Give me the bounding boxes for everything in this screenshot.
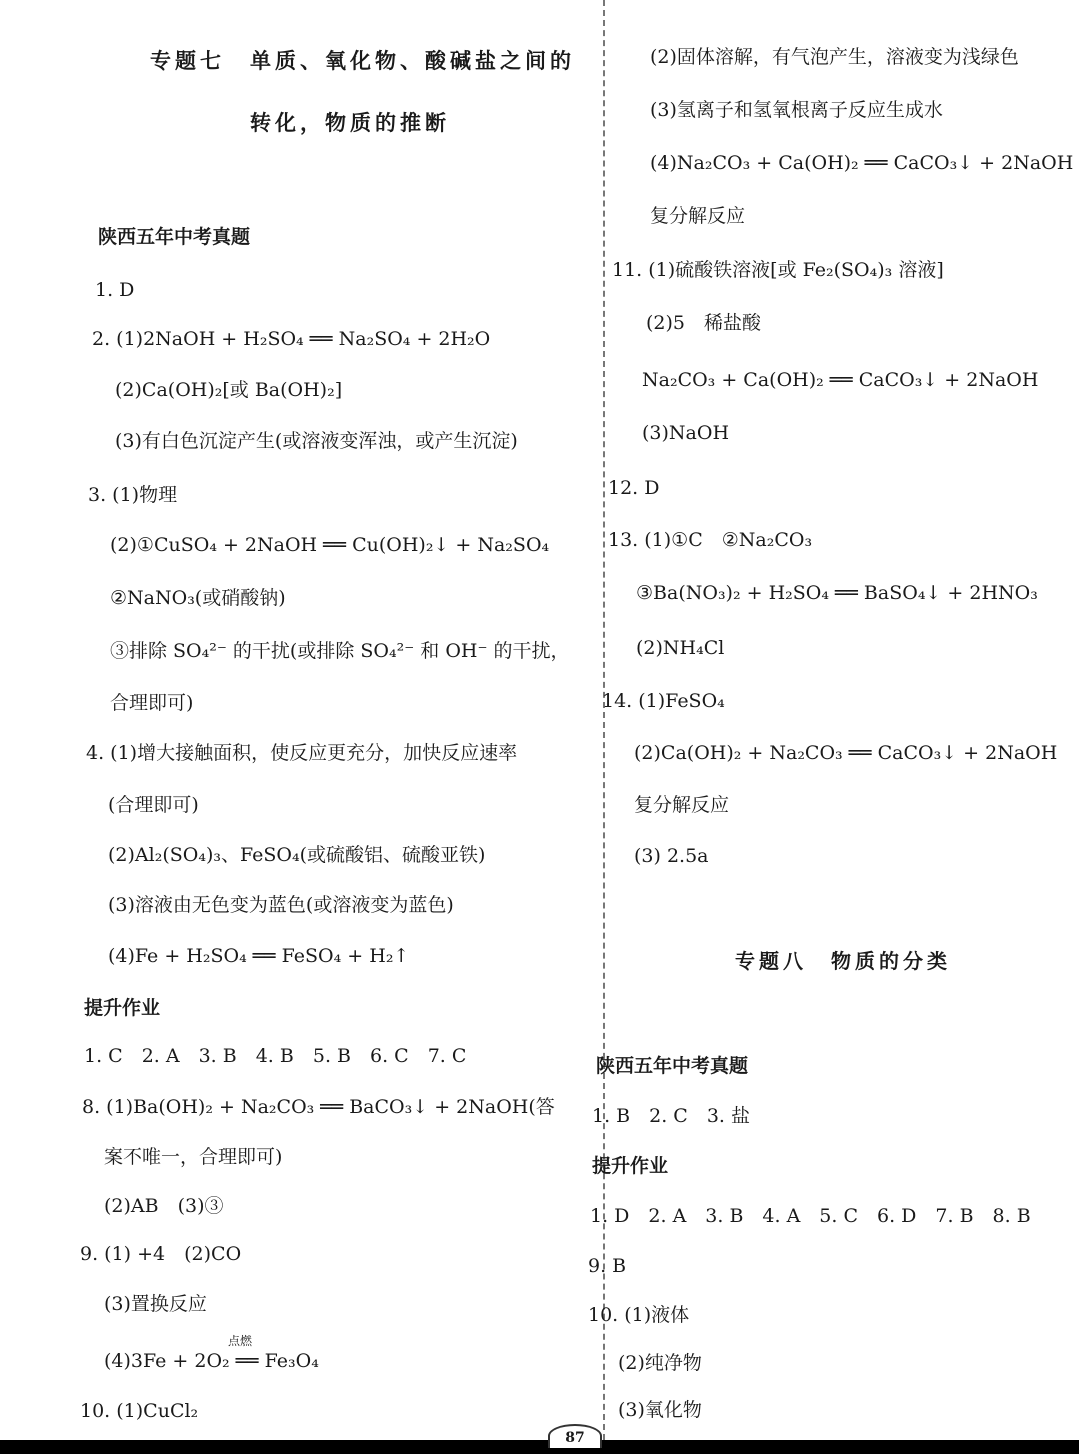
answer-line: ②NaNO₃(或硝酸钠) — [110, 587, 286, 609]
section-practice-heading: 提升作业 — [84, 997, 161, 1019]
answer-line: 合理即可) — [110, 692, 194, 714]
answer-line: (4)3Fe + 2O₂ ══ Fe₃O₄ — [104, 1350, 319, 1372]
chapter-title-line2: 转化，物质的推断 — [250, 110, 450, 135]
answer-line: 2. (1)2NaOH + H₂SO₄ ══ Na₂SO₄ + 2H₂O — [92, 328, 491, 350]
answer-line: (2)Ca(OH)₂[或 Ba(OH)₂] — [115, 379, 343, 401]
answer-line: (2)Ca(OH)₂ + Na₂CO₃ ══ CaCO₃↓ + 2NaOH — [634, 742, 1058, 764]
answer-line: (2)纯净物 — [618, 1352, 702, 1374]
answer-line: (3)氧化物 — [618, 1399, 702, 1421]
page-number: 87 — [548, 1424, 602, 1448]
answer-line: (2)NH₄Cl — [636, 637, 725, 659]
answer-line: 11. (1)硫酸铁溶液[或 Fe₂(SO₄)₃ 溶液] — [612, 259, 944, 281]
answer-line: 1. D 2. A 3. B 4. A 5. C 6. D 7. B 8. B — [590, 1205, 1031, 1227]
answer-line: (3)置换反应 — [104, 1293, 207, 1315]
answer-line: (3)溶液由无色变为蓝色(或溶液变为蓝色) — [108, 894, 454, 916]
chapter-eight-title: 专题八 物质的分类 — [735, 949, 951, 973]
answer-line: (2)固体溶解，有气泡产生，溶液变为浅绿色 — [650, 46, 1019, 68]
chapter-title-line1: 专题七 单质、氧化物、酸碱盐之间的 — [150, 48, 575, 73]
answer-line: (3)NaOH — [642, 422, 730, 444]
section-practice-heading-2: 提升作业 — [592, 1155, 669, 1177]
answer-line: ③排除 SO₄²⁻ 的干扰(或排除 SO₄²⁻ 和 OH⁻ 的干扰， — [110, 640, 570, 662]
answer-line: ③Ba(NO₃)₂ + H₂SO₄ ══ BaSO₄↓ + 2HNO₃ — [636, 582, 1038, 604]
answer-line: 9. (1) +4 (2)CO — [80, 1243, 242, 1265]
answer-line: 3. (1)物理 — [88, 484, 178, 506]
answer-line: (2)AB (3)③ — [104, 1195, 224, 1217]
answer-line: Na₂CO₃ + Ca(OH)₂ ══ CaCO₃↓ + 2NaOH — [642, 369, 1039, 391]
answer-line: 9. B — [588, 1255, 627, 1277]
answer-line: 案不唯一，合理即可) — [104, 1146, 283, 1168]
answer-line: 1. D — [95, 279, 135, 301]
answer-line: (3)氢离子和氢氧根离子反应生成水 — [650, 99, 943, 121]
answer-line: 13. (1)①C ②Na₂CO₃ — [608, 529, 813, 551]
bottom-edge-bar — [0, 1440, 1079, 1454]
answer-line: 1. C 2. A 3. B 4. B 5. B 6. C 7. C — [84, 1045, 467, 1067]
answer-line: 10. (1)液体 — [588, 1304, 690, 1326]
answer-line: 复分解反应 — [650, 205, 746, 227]
answer-line: 4. (1)增大接触面积，使反应更充分，加快反应速率 — [86, 742, 518, 764]
section-exam-heading-2: 陕西五年中考真题 — [596, 1055, 749, 1077]
answer-line: 8. (1)Ba(OH)₂ + Na₂CO₃ ══ BaCO₃↓ + 2NaOH(答 — [82, 1096, 555, 1118]
answer-line: 14. (1)FeSO₄ — [602, 690, 725, 712]
answer-line: 1. B 2. C 3. 盐 — [592, 1105, 751, 1127]
answer-line: (4)Fe + H₂SO₄ ══ FeSO₄ + H₂↑ — [108, 945, 410, 967]
answer-line: (3)有白色沉淀产生(或溶液变浑浊，或产生沉淀) — [115, 430, 518, 452]
answer-line: 12. D — [608, 477, 660, 499]
answer-line: (2)5 稀盐酸 — [646, 312, 762, 334]
answer-line: (4)Na₂CO₃ + Ca(OH)₂ ══ CaCO₃↓ + 2NaOH — [650, 152, 1074, 174]
answer-line: 复分解反应 — [634, 794, 730, 816]
answer-line: 10. (1)CuCl₂ — [80, 1400, 199, 1422]
reaction-condition-label: 点燃 — [228, 1334, 253, 1348]
answer-line: (合理即可) — [108, 794, 199, 816]
section-exam-heading: 陕西五年中考真题 — [98, 226, 251, 248]
answer-line: (2)①CuSO₄ + 2NaOH ══ Cu(OH)₂↓ + Na₂SO₄ — [110, 534, 550, 556]
answer-line: (3) 2.5a — [634, 845, 709, 867]
answer-line: (2)Al₂(SO₄)₃、FeSO₄(或硫酸铝、硫酸亚铁) — [108, 844, 486, 866]
